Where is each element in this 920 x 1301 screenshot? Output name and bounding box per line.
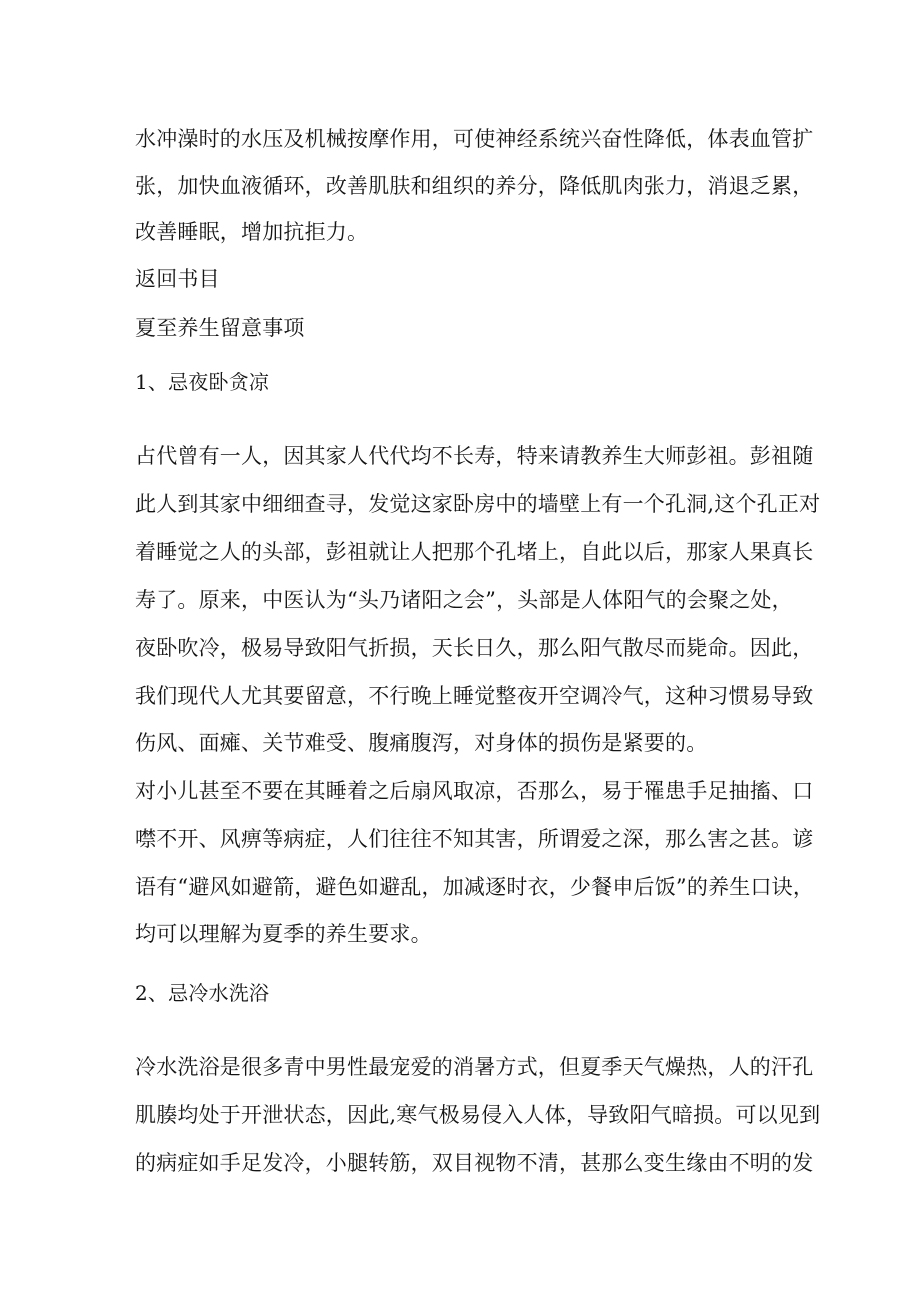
section-2-p1-line-1: 冷水洗浴是很多青中男性最宠爱的消暑方式，但夏季天气燥热，人的汗孔 bbox=[135, 1055, 814, 1079]
section-2-p1-line-2: 肌腠均处于开泄状态，因此,寒气极易侵入人体，导致阳气暗损。可以见到 bbox=[135, 1103, 821, 1127]
section-2-p1-line-3: 的病症如手足发冷，小腿转筋，双目视物不清，甚那么变生缘由不明的发 bbox=[135, 1151, 814, 1175]
section-1-p1-line-2: 此人到其家中细细查寻，发觉这家卧房中的墙壁上有一个孔洞,这个孔正对 bbox=[135, 492, 821, 516]
section-1-p1-line-5: 夜卧吹冷，极易导致阳气折损，天长日久，那么阳气散尽而毙命。因此， bbox=[135, 636, 814, 660]
intro-line-1: 水冲澡时的水压及机械按摩作用，可使神经系统兴奋性降低，体表血管扩 bbox=[135, 127, 814, 151]
section-1-p2-line-3: 语有“避风如避箭，避色如避乱，加减逐时衣，少餐申后饭”的养生口诀， bbox=[135, 875, 815, 899]
section-title: 夏至养生留意事项 bbox=[135, 316, 305, 340]
section-1-p1-line-7: 伤风、面瘫、关节难受、腹痛腹泻，对身体的损伤是紧要的。 bbox=[135, 731, 708, 755]
section-1-p2-line-1: 对小儿甚至不要在其睡着之后扇风取凉，否那么，易于罹患手足抽搐、口 bbox=[135, 779, 814, 803]
intro-line-3: 改善睡眠，增加抗拒力。 bbox=[135, 220, 369, 244]
section-1-p2-line-2: 噤不开、风痹等病症，人们往往不知其害，所谓爱之深，那么害之甚。谚 bbox=[135, 827, 814, 851]
section-1-heading: 1、忌夜卧贪凉 bbox=[135, 370, 270, 394]
section-1-p1-line-4: 寿了。原来，中医认为“头乃诸阳之会”，头部是人体阳气的会聚之处， bbox=[135, 588, 793, 612]
section-2-heading: 2、忌冷水洗浴 bbox=[135, 981, 270, 1005]
back-to-contents-link[interactable]: 返回书目 bbox=[135, 267, 220, 291]
section-1-p1-line-1: 占代曾有一人，因其家人代代均不长寿，特来请教养生大师彭祖。彭祖随 bbox=[135, 444, 814, 468]
section-1-p1-line-3: 着睡觉之人的头部，彭祖就让人把那个孔堵上，自此以后，那家人果真长 bbox=[135, 540, 814, 564]
section-1-p1-line-6: 我们现代人尤其要留意，不行晚上睡觉整夜开空调冷气，这种习惯易导致 bbox=[135, 684, 814, 708]
intro-line-2: 张，加快血液循环，改善肌肤和组织的养分，降低肌肉张力，消退乏累， bbox=[135, 174, 814, 198]
section-1-p2-line-4: 均可以理解为夏季的养生要求。 bbox=[135, 922, 432, 946]
